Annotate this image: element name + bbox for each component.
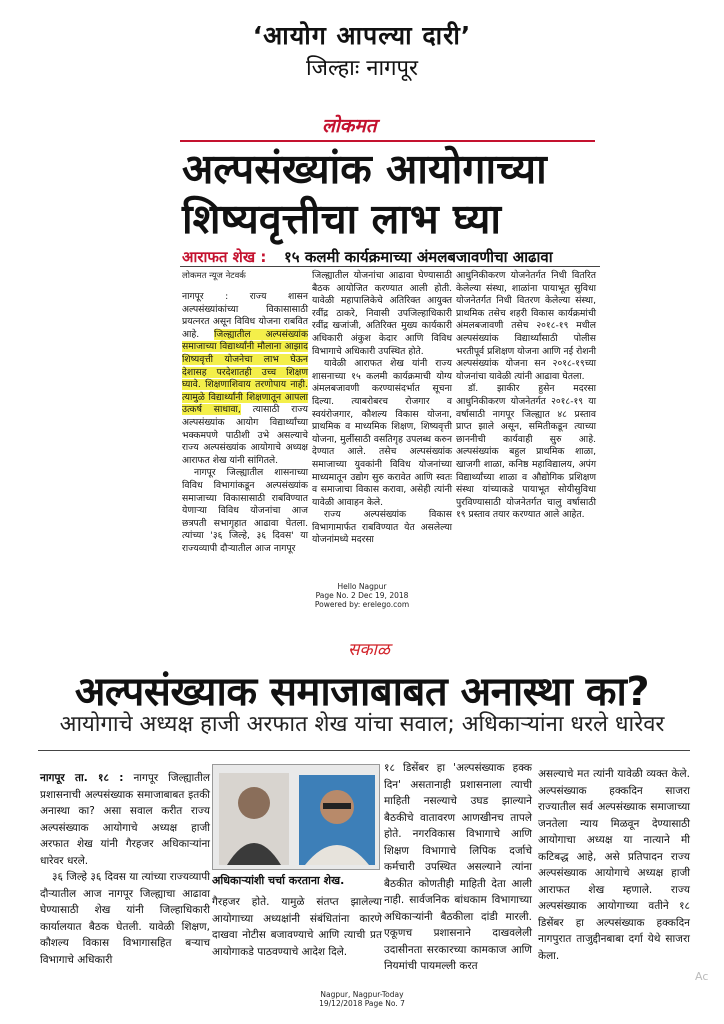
- col1-para2: नागपूर जिल्ह्यातील शासनाच्या विविध विभागांकडून अल्पसंख्यांक समाजाच्या विकासासाठी राबविण्यात येणाऱ्या विविध योजनांचा आज छत्रपती सभागृहात आढावा घेतला. त्यांच्या '३६ जिल्हे, ३६ दिवस' या राज्यव्यापी दौऱ्यातील आज नागपूर: [182, 467, 308, 554]
- photo-caption: अधिकाऱ्यांशी चर्चा करताना शेख.: [212, 874, 345, 887]
- footer2-line2: 19/12/2018 Page No. 7: [319, 999, 405, 1008]
- col1-lead: नागपूर : राज्य शासन अल्पसंख्यांकांच्या विकासासाठी प्रयत्नरत असून विविध योजना राबवित आहे.: [182, 291, 308, 340]
- footer1-line1: Hello Nagpur: [337, 582, 387, 591]
- article2-column-4: असल्याचे मत त्यांनी यावेळी व्यक्त केले. अल्पसंख्याक हक्कदिन साजरा राज्यातील सर्व अल्पसंख्याक समाजाच्या जनतेला न्याय मिळवून देण्यासाठी आयोगाचा अध्यक्ष या नात्याने मी कटिबद्ध आहे, असे प्रतिपादन राज्य अल्पसंख्याक आयोगाचे अध्यक्ष हाजी आराफत शेख म्हणाले. राज्य अल्पसंख्याक आयोगाच्या वतीने १८ डिसेंबर हा अल्पसंख्याक हक्कदिन नागपुरात ताजुद्दीनबाबा दर्गा येथे साजरा केला.: [538, 768, 690, 962]
- article2-rule: [38, 750, 690, 751]
- col1-highlight: जिल्ह्यातील अल्पसंख्यांक समाजाच्या विद्यार्थ्यांनी मौलाना आझाद शिष्यवृत्ती योजनेचा लाभ घेऊन देशासह परदेशातही उच्च शिक्षण घ्यावे. शिक्षणाशिवाय तरणोपाय नाही. त्यामुळे विद्यार्थ्यांनी शिक्षणातून आपला उत्कर्ष साधावा,: [182, 328, 308, 416]
- article2-subheadline: आयोगाचे अध्यक्ष हाजी अरफात शेख यांचा सवाल; अधिकाऱ्यांना धरले धारेवर: [59, 712, 665, 737]
- footer2-line1: Nagpur, Nagpur-Today: [320, 990, 404, 999]
- article1-headline-line2: शिष्यवृत्तीचा लाभ घ्या: [182, 195, 502, 243]
- article1-column-1: [182, 291, 308, 555]
- article1-column-3: [456, 270, 596, 522]
- footer1-line2: Page No. 2 Dec 19, 2018: [315, 591, 409, 600]
- col1-text: नागपूर जिल्ह्यातील प्रशासनाची अल्पसंख्याक समाजाबाबत इतकी अनास्था का? असा सवाल करीत राज्य अल्पसंख्याक आयोगाचे अध्यक्ष हाजी अरफात शेख यांनी गैरहजर अधिकाऱ्यांना धारेवर धरले.: [40, 772, 210, 867]
- article1-footer: [0, 582, 724, 609]
- article1-rule: [180, 266, 600, 267]
- col3-para1: आधुनिकीकरण योजनेतर्गत निधी वितरित केलेल्या संस्था, शाळांना पायाभूत सुविधा योजनेतर्गत निधी वितरण केलेल्या संस्था, प्राथमिक तसेच शहरी विकास कार्यक्रमांची अंमलबजावणी तसेच २०१८-१९ मधील अल्पसंख्यांक विद्यार्थ्यांसाठी पोलीस भरतीपूर्व प्रशिक्षण योजना आणि नई रोशनी अल्पसंख्यांक योजना सन २०१८-१९च्या योजनांचा यावेळी त्यांनी आढावा घेतला.: [456, 270, 596, 382]
- col3-para2: डॉ. झाकीर हुसेन मदरसा आधुनिकीकरण योजनेतर्गत २०१८-१९ या वर्षासाठी नागपूर जिल्ह्यात ४८ प्रस्ताव प्राप्त झाले असून, समितीकडून त्याच्या छाननीची कार्यवाही सुरु आहे. अल्पसंख्यांक बहुल प्राथमिक शाळा, खाजगी शाळा, कनिष्ठ महाविद्यालय, अपंग विद्यार्थ्यांच्या शाळा व औद्योगिक प्रशिक्षण संस्था यांच्याकडे पायाभूत सोयीसुविधा पुरविण्यासाठी योजनेतर्गत चालु वर्षासाठी १९ प्रस्ताव तयार करण्यात आले आहेत.: [456, 383, 596, 521]
- article2-column-3: १८ डिसेंबर हा 'अल्पसंख्याक हक्क दिन' असतानाही प्रशासनाला त्याची माहिती नसल्याचे उघड झाल्याने बैठकीचे वातावरण आणखीनच तापले होते. नगरविकास विभागाचे आणि शिक्षण विभागाचे लिपिक दर्जाचे कर्मचारी उपस्थित असल्याने त्यांना बैठकीत कोणतीही माहिती देता आली नाही. सार्वजनिक बांधकाम विभागाच्या अधिकाऱ्यांनी बैठकीला दांडी मारली. एकूणच प्रशासनाने दाखवलेली उदासीनता सरकारच्या कामकाज आणि नियमांची पायमल्ली करत: [384, 762, 532, 972]
- article2-column-1: [40, 770, 210, 968]
- article1-subhead: १५ कलमी कार्यक्रमाच्या अंमलबजावणीचा आढावा: [284, 248, 553, 266]
- official-photo-icon: [299, 775, 375, 865]
- article1-byline: आराफत शेख :: [182, 248, 267, 266]
- article2-footer: [0, 990, 724, 1008]
- article1-column-2: [312, 270, 452, 547]
- article1-headline-line1: अल्पसंख्यांक आयोगाच्या: [182, 145, 547, 193]
- col2-para2: यावेळी आराफत शेख यांनी राज्य शासनाच्या १५ कलमी कार्यक्रमाची योग्य अंमलबजावणी करण्यासंदर्भात सूचना दिल्या. त्याबरोबरच रोजगार व स्वयंरोजगार, कौशल्य विकास योजना, प्राथमिक व माध्यमिक शिक्षण, शिष्यवृत्ती योजना, मुलींसाठी वसतिगृह उपलब्ध करुन देण्यात आले. तसेच अल्पसंख्यांक समाजाच्या युवकांनी विविध योजनांच्या माध्यमातून उद्योग सुरु करावेत आणि स्वतः व समाजाचा विकास करावा, असेही त्यांनी यावेळी आवाहन केले.: [312, 358, 452, 508]
- footer1-line3: Powered by: erelego.com: [314, 600, 410, 609]
- person-photo-icon: [219, 773, 289, 865]
- article2-headline: अल्पसंख्याक समाजाबाबत अनास्था का?: [74, 669, 650, 715]
- corner-mark: Ac: [695, 970, 709, 983]
- col2-para3: राज्य अल्पसंख्यांक विकास विभागामार्फत राबविण्यात येत असलेल्या योजनांमध्ये मदरसा: [312, 509, 452, 546]
- article2-dateline: नागपूर ता. १८ :: [40, 772, 124, 784]
- article2-column-2: गैरहजर होते. यामुळे संतप्त झालेल्या आयोगाच्या अध्यक्षांनी संबंधितांना कारणे दाखवा नोटीस बजावण्याचे आणि त्याची प्रत आयोगाकडे पाठवण्याचे आदेश दिले.: [212, 896, 382, 958]
- col2-para1: जिल्ह्यातील योजनांचा आढावा घेण्यासाठी बैठक आयोजित करण्यात आली होती. यावेळी महापालिकेचे अतिरिक्त आयुक्त रवींद्र ठाकरे, निवासी उपजिल्हाधिकारी रवींद्र खजांजी, अतिरिक्त मुख्य कार्यकारी अधिकारी अंकुश केदार आणि विविध विभागाचे अधिकारी उपस्थित होते.: [312, 270, 452, 357]
- article1-bureau: लोकमत न्यूज नेटवर्क: [182, 271, 246, 281]
- col1-text2: ३६ जिल्हे ३६ दिवस या त्यांच्या राज्यव्यापी दौऱ्यातील आज नागपूर जिल्ह्याचा आढावा घेण्यासाठी शेख यांनी जिल्हाधिकारी कार्यालयात बैठक घेतली. यावेळी शिक्षण, कौशल्य विकास विभागासहित बऱ्याच विभागाचे अधिकारी: [40, 871, 210, 966]
- meeting-photo: [212, 764, 380, 870]
- masthead-rule: [180, 140, 595, 142]
- lokmat-logo: लोकमत: [322, 115, 377, 137]
- col1-rest: त्यासाठी राज्य अल्पसंख्यांक आयोग विद्यार्थ्यांच्या भक्कमपणे पाठीशी उभे असल्याचे राज्य अल्पसंख्यांक आयोगाचे अध्यक्ष आराफत शेख यांनी सांगितले.: [182, 404, 308, 466]
- sakal-logo: सकाळ: [348, 640, 390, 660]
- district-label: जिल्हाः नागपूर: [305, 56, 419, 81]
- document-title: ‘आयोग आपल्या दारी’: [252, 21, 472, 50]
